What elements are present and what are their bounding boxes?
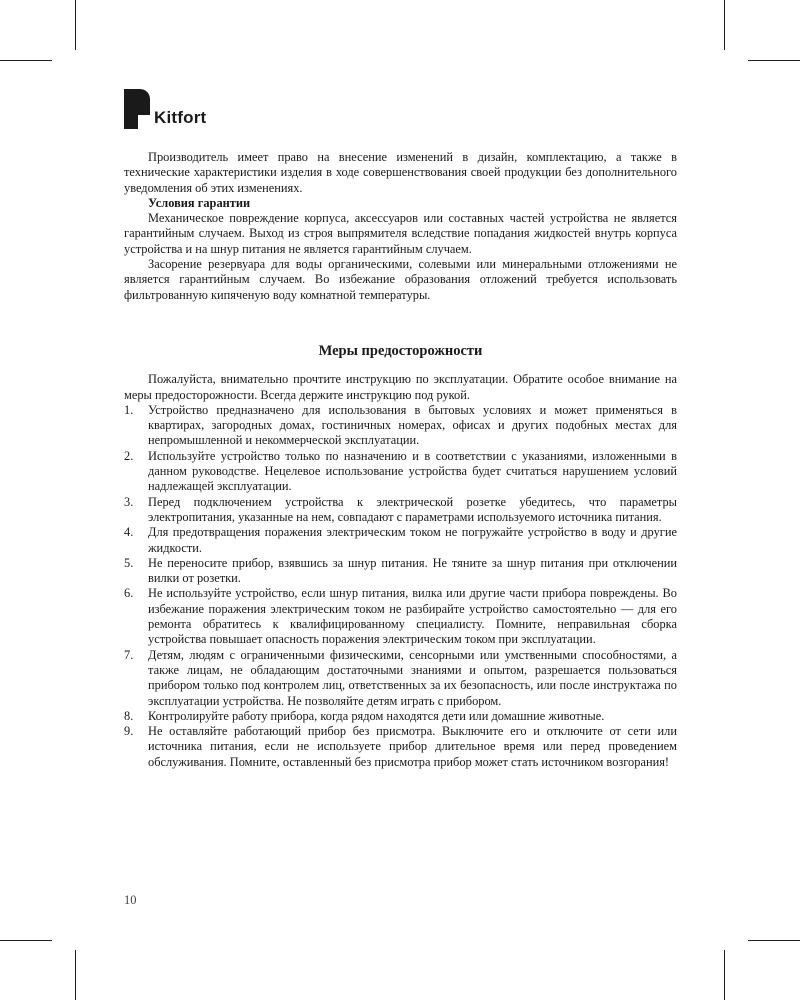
list-item [124,495,677,526]
list-item-text: Устройство предназначено для использования в бытовых условиях и может применяться в квартирах, загородных домах, гостиничных номерах, офисах и других подобных местах для непромышленной и некоммерческой эксплуатации. [148,402,677,448]
list-item-number: 4. [124,525,134,540]
page-content [124,150,677,770]
list-item-text: Не переносите прибор, взявшись за шнур питания. Не тяните за шнур питания при отключении вилки от розетки. [148,555,677,586]
list-item-number: 6. [124,586,134,601]
warranty-title: Условия гарантии [148,195,251,210]
precautions-intro: Пожалуйста, внимательно прочтите инструкцию по эксплуатации. Обратите особое внимание на меры предосторожности. Всегда держите инструкцию под рукой. [124,372,677,402]
list-item-text: Не используйте устройство, если шнур питания, вилка или другие части прибора повреждены. Во избежание поражения электрическим током не разбирайте устройство самостоятельно — для его ремонта обратитесь к квалифицированному специалисту. Помните, неправильная сборка устройства повышает опасность поражения электрическим током при эксплуатации. [148,586,677,647]
list-item [124,724,677,770]
list-item-text: Не оставляйте работающий прибор без присмотра. Выключите его и отключите от сети или источника питания, если не используете прибор длительное время или перед проведением обслуживания. Помните, оставленный без присмотра прибор может стать источником возгорания! [148,724,677,769]
list-item-number: 1. [124,402,134,417]
list-item [124,449,677,495]
kitfort-logo-icon [124,89,150,129]
list-item-number: 5. [124,555,134,570]
list-item-number: 7. [124,647,134,662]
list-item [124,556,677,587]
list-item-text: Контролируйте работу прибора, когда рядом находятся дети или домашние животные. [148,708,605,723]
precautions-title: Меры предосторожности [318,342,483,359]
list-item [124,586,677,647]
list-item-text: Перед подключением устройства к электрической розетке убедитесь, что параметры электропитания, указанные на нем, совпадают с параметрами используемого источника питания. [148,494,677,524]
list-item-number: 9. [124,724,134,739]
crop-mark-bottom-right [724,950,725,1000]
warranty-paragraph-2: Засорение резервуара для воды органическими, солевыми или минеральными отложениями не является гарантийным случаем. Во избежание образования отложений требуется использовать фильтрованную кипяченую воду комнатной температуры. [124,257,677,302]
crop-mark-right-lower [748,940,800,941]
brand-name: Kitfort [154,108,207,127]
crop-mark-top-left [75,0,76,50]
page-number: 10 [124,893,137,907]
list-item [124,709,677,724]
list-item-number: 8. [124,708,134,723]
intro-paragraph: Производитель имеет право на внесение изменений в дизайн, комплектацию, а также в технические характеристики изделия в ходе совершенствования своей продукции без дополнительного уведомления об этих изменениях. [124,150,677,195]
crop-mark-bottom-left [75,950,76,1000]
list-item-text: Используйте устройство только по назначению и в соответствии с указаниями, изложенными в данном руководстве. Нецелевое использование устройства будет считаться нарушением условий надлежащей эксплуатации. [148,448,677,494]
crop-mark-left-upper [0,60,52,61]
list-item [124,525,677,556]
list-item-number: 2. [124,448,134,463]
crop-mark-right-upper [748,60,800,61]
list-item-text: Детям, людям с ограниченными физическими, сенсорными или умственными способностями, а также лицам, не обладающим достаточными знаниями и опытом, разрешается пользоваться прибором только под контролем лиц, ответственных за их безопасность, или после инструктажа по эксплуатации устройства. Не позволяйте детям играть с прибором. [148,647,677,708]
crop-mark-top-right [724,0,725,50]
list-item [124,403,677,449]
precautions-list [124,403,677,770]
crop-mark-left-lower [0,940,52,941]
list-item-number: 3. [124,494,134,509]
list-item-text: Для предотвращения поражения электрическим током не погружайте устройство в воду и другие жидкости. [148,525,677,555]
list-item [124,648,677,709]
warranty-paragraph-1: Механическое повреждение корпуса, аксессуаров или составных частей устройства не является гарантийным случаем. Выход из строя выпрямителя вследствие попадания жидкостей внутрь корпуса устройства и на шнур питания не является гарантийным случаем. [124,211,677,256]
